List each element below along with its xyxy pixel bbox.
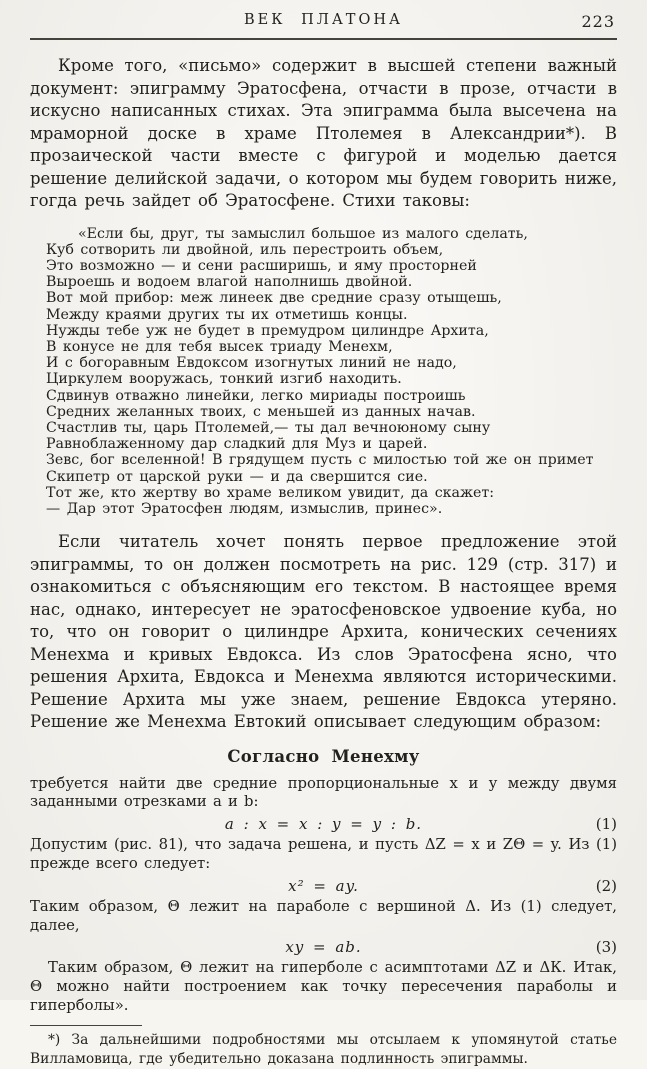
poem-line: Это возможно — и сени расширишь, и яму просторней	[46, 257, 477, 274]
math-section	[30, 775, 617, 1016]
equation-2-formula: x² = ay.	[288, 876, 359, 895]
poem-line: Тот же, кто жертву во храме великом увидит, да скажет:	[46, 484, 495, 501]
poem-line: Сдвинув отважно линейки, легко мириады построишь	[46, 387, 466, 404]
math-intro: требуется найти две средние пропорциональные x и y между двумя заданными отрезками a и b:	[30, 774, 617, 811]
poem-line: Циркулем вооружась, тонкий изгиб находить.	[46, 371, 402, 388]
poem-line: В конусе не для тебя высек триаду Менехм,	[46, 338, 393, 355]
math-paragraph-after-eq1: Допустим (рис. 81), что задача решена, и пусть ΔZ = x и ZΘ = y. Из (1) прежде всего следует:	[30, 836, 617, 873]
poem-block	[46, 226, 617, 518]
equation-1-formula: a : x = x : y = y : b.	[224, 815, 423, 834]
poem-line: И с богоравным Евдоксом изогнутых линий не надо,	[46, 355, 457, 372]
equation-1-number: (1)	[595, 815, 617, 834]
math-paragraph-after-eq3: Таким образом, Θ лежит на гиперболе с асимптотами ΔZ и ΔК. Итак, Θ можно найти построением как точку пересечения параболы и гиперболы».	[30, 959, 617, 1015]
poem-line: Зевс, бог вселенной! В грядущем пусть с милостью той же он примет	[46, 452, 594, 469]
poem-line: Средних желанных твоих, с меньшей из данных начав.	[46, 403, 476, 420]
equation-2-number: (2)	[595, 876, 617, 895]
running-title: ВЕК ПЛАТОНА	[244, 12, 403, 28]
poem-line: Между краями других ты их отметишь концы.	[46, 306, 408, 323]
poem-line: Выроешь и водоем влагой наполнишь двойной.	[46, 274, 413, 291]
math-paragraph-after-eq2: Таким образом, Θ лежит на параболе с вершиной Δ. Из (1) следует, далее,	[30, 897, 617, 934]
poem-line: Вот мой прибор: меж линеек две средние сразу отыщешь,	[46, 290, 502, 307]
equation-1	[30, 812, 617, 836]
poem-line: Нужды тебе уж не будет в премудром цилиндре Архита,	[46, 322, 489, 339]
header-rule	[30, 38, 617, 40]
equation-3-number: (3)	[595, 938, 617, 957]
poem-line: Равноблаженному дар сладкий для Муз и царей.	[46, 436, 428, 453]
paragraph-discussion: Если читатель хочет понять первое предложение этой эпиграммы, то он должен посмотреть на рис. 129 (стр. 317) и ознакомиться с объясняющим его текстом. В настоящее время нас, однако, интересует не эратосфеновское удвоение куба, но то, что он говорит о цилиндре Архита, конических сечениях Менехма и кривых Евдокса. Из слов Эратосфена ясно, что решения Архита, Евдокса и Менехма являются историческими. Решение Архита мы уже знаем, решение Евдокса утеряно. Решение же Менехма Евтокий описывает следующим образом:	[30, 532, 617, 732]
section-heading: Согласно Менехму	[227, 746, 420, 766]
paragraph-intro: Кроме того, «письмо» содержит в высшей степени важный документ: эпиграмму Эратосфена, отчасти в прозе, отчасти в искусно написанных стихах. Эта эпиграмма была высечена на мраморной доске в храме Птолемея в Александрии*). В прозаической части вместе с фигурой и моделью дается решение делийской задачи, о котором мы будем говорить ниже, гогда речь зайдет об Эратосфене. Стихи таковы:	[30, 56, 617, 210]
poem-line: Куб сотворить ли двойной, иль перестроить объем,	[46, 241, 444, 258]
footnote: *) За дальнейшими подробностями мы отсылаем к упомянутой статье Вилламовица, где убедительно доказана подлинность эпиграммы.	[30, 1031, 617, 1067]
poem-line: Счастлив ты, царь Птолемей,— ты дал вечноюному сыну	[46, 419, 491, 436]
equation-3	[30, 935, 617, 959]
page-number: 223	[581, 12, 615, 31]
poem-line: Скипетр от царской руки — и да свершится сие.	[46, 468, 428, 485]
footnote-rule	[30, 1025, 142, 1026]
page-header	[30, 12, 617, 34]
equation-3-formula: xy = ab.	[285, 938, 362, 957]
equation-2	[30, 874, 617, 898]
poem-line: «Если бы, друг, ты замыслил большое из малого сделать,	[78, 225, 528, 242]
poem-line: — Дар этот Эратосфен людям, измыслив, принес».	[46, 500, 443, 517]
